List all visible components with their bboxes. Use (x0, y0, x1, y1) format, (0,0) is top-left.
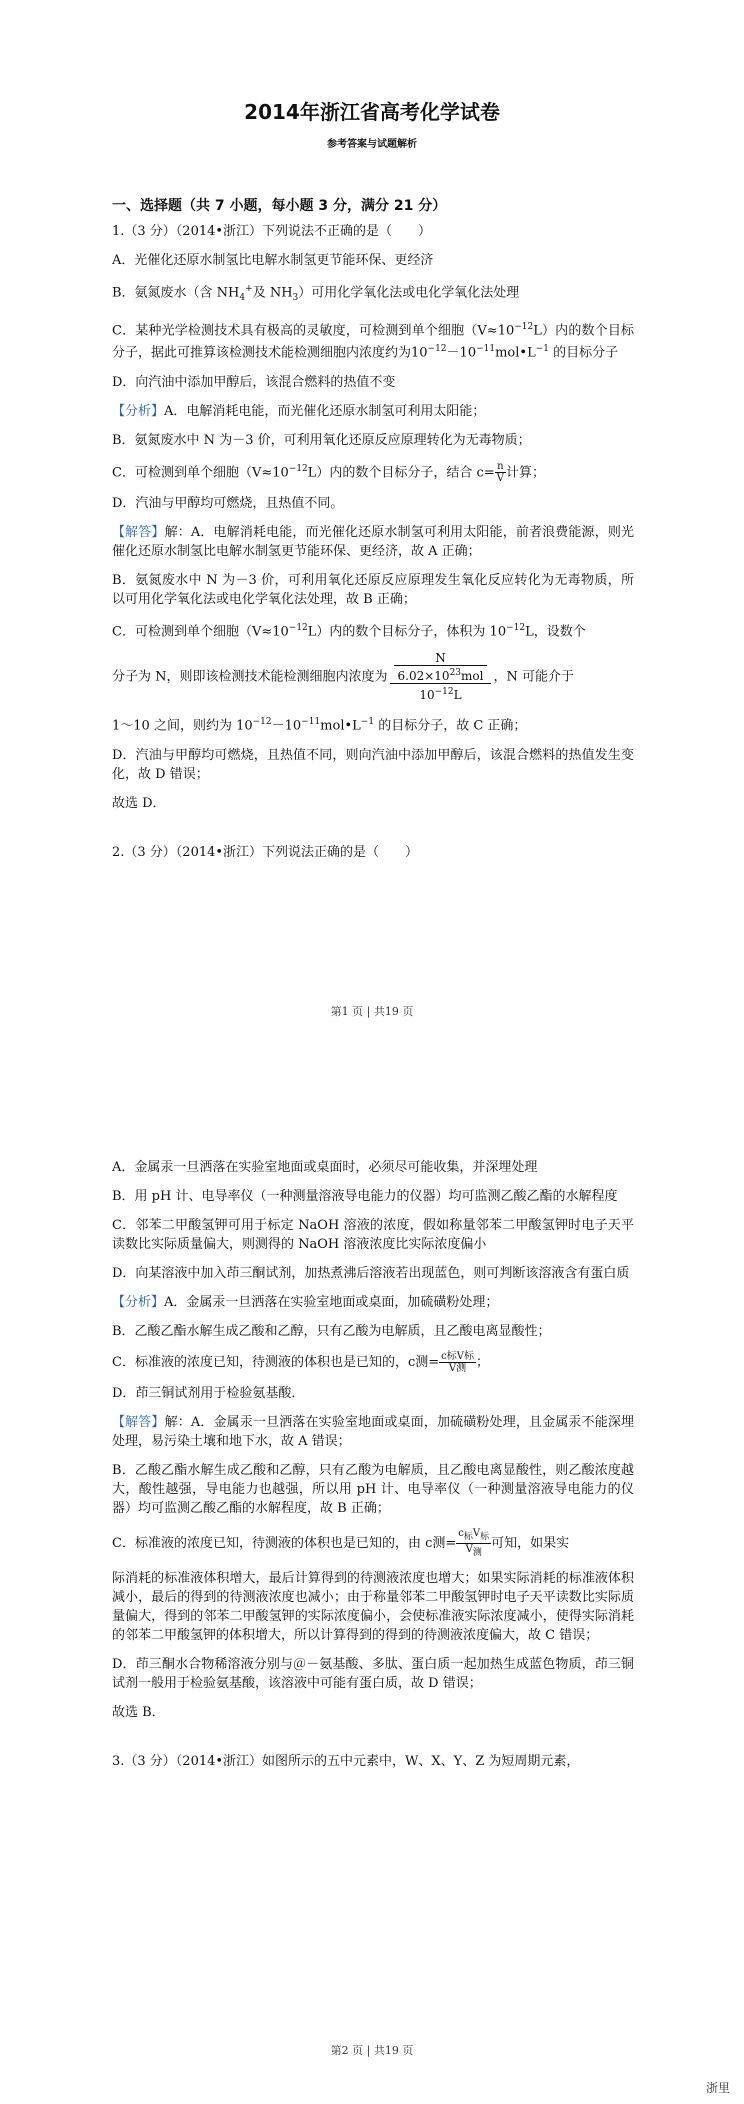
q2-analysis-c: C．标准液的浓度已知，待测液的体积也是已知的，c测= $\frac{\text{c标V标}}{\text{V测}}$ ； (112, 1351, 489, 1374)
q1-option-b: B．氨氮废水（含 $NH_4^+$及 $NH_3$）可用化学氧化法或电化学氧化法处理 (112, 284, 520, 303)
q2-option-a: A．金属汞一旦洒落在实验室地面或桌面时，必须尽可能收集，并深埋处理 (112, 1160, 538, 1175)
page-2 (0, 1040, 744, 2104)
page-2-footer: 第2 页 | 共19 页 (330, 2044, 414, 2057)
q2-analysis-d: D．茚三铜试剂用于检验氨基酸． (112, 1386, 305, 1401)
q2-option-c: C．邻苯二甲酸氢钾可用于标定 NaOH 溶液的浓度，假如称量邻苯二甲酸氢钾时电子天平读数比实际质量偏大，则测得的 NaOH 溶液浓度比实际浓度偏小 (112, 1218, 634, 1252)
q2-option-b: B．用 pH 计、电导率仪（一种测量溶液导电能力的仪器）均可监测乙酸乙酯的水解程度 (112, 1189, 618, 1204)
doc-title: 2014年浙江省高考化学试卷 (244, 100, 500, 124)
q2-answer-choice: 故选 B． (112, 1705, 165, 1720)
q2-answer-c1: C．标准液的浓度已知，待测液的体积也是已知的，由 c测= $\frac{c_标V_标}{V_测}$ 可知，如果实 (112, 1528, 570, 1558)
q1-answer-a: 【解答】解：A．电解消耗电能，而光催化还原水制氢可利用太阳能，前者浪费能源，则光催化还原水制氢比电解水制氢更节能环保、更经济，故 A 正确； (112, 524, 634, 559)
q1-stem: 1.（3 分）（2014•浙江）下列说法不正确的是（ ） (112, 224, 432, 239)
q2-analysis-b: B．乙酸乙酯水解生成乙酸和乙醇，只有乙酸为电解质，且乙酸电离显酸性； (112, 1324, 551, 1339)
q1-answer-d: D．汽油与甲醇均可燃烧，且热值不同，则向汽油中添加甲醇后，该混合燃料的热值发生变化，故 D 错误； (112, 747, 634, 782)
q1-answer-choice: 故选 D． (112, 795, 166, 811)
concentration-formula: $\frac{\frac{N}{6.02\times 10^{23}mol}}{10^{-12}L}$ (390, 651, 492, 703)
q1-option-c: C．某种光学检测技术具有极高的灵敏度，可检测到单个细胞$(V\approx 10^{-12}L)$内的数个目标分子，据此可推算该检测技术能检测细胞内浓度约为$10^{-12}-10^{-11}mol•L^{-1}$ 的目标分子 (112, 321, 634, 361)
q2-analysis-tag: 【分析】 (112, 1295, 165, 1310)
corner-watermark: 浙里 (705, 2081, 730, 2095)
q1-answer-c3: 1～10 之间，则约为 $10^{-12}-10^{-11}mol•L^{-1}$ 的目标分子，故 C 正确； (112, 717, 527, 734)
q2-stem: 2.（3 分）（2014•浙江）下列说法正确的是（ ） (112, 844, 419, 860)
q1-analysis-c: C．可检测到单个细胞$(V\approx 10^{-12}L)$内的数个目标分子，结合 c= $\frac{n}{V}$ 计算； (112, 460, 545, 484)
q2-analysis-a: 【分析】A．金属汞一旦洒落在实验室地面或桌面，加硫磺粉处理； (112, 1295, 499, 1310)
q1-answer-tag: 【解答】 (112, 524, 165, 540)
q2-answer-tag: 【解答】 (112, 1415, 165, 1430)
page-1 (0, 0, 744, 1040)
q2-option-d: D．向某溶液中加入茚三酮试剂，加热煮沸后溶液若出现蓝色，则可判断该溶液含有蛋白质 (112, 1266, 630, 1281)
q1-analysis-tag: 【分析】 (112, 403, 165, 419)
q1-option-a: A．光催化还原水制氢比电解水制氢更节能环保、更经济 (112, 253, 434, 268)
q2-answer-d: D．茚三酮水合物稀溶液分别与＠－氨基酸、多肽、蛋白质一起加热生成蓝色物质，茚三铜试剂一般用于检验氨基酸，该溶液中可能有蛋白质，故 D 错误； (112, 1657, 634, 1691)
q1-analysis-b: B．氨氮废水中 N 为－3 价，可利用氧化还原反应原理转化为无毒物质； (112, 432, 531, 448)
section-heading: 一、选择题（共 7 小题，每小题 3 分，满分 21 分） (112, 198, 447, 214)
question-1 (112, 222, 634, 872)
q1-answer-c1: C．可检测到单个细胞$(V\approx 10^{-12}L)$内的数个目标分子，体积为 $10^{-12}L$，设数个 (112, 622, 586, 640)
q1-answer-b: B．氨氮废水中 N 为－3 价，可利用氧化还原反应原理发生氧化反应转化为无毒物质，所以可用化学氧化法或电化学氧化法处理，故 B 正确； (112, 572, 634, 607)
q3-stem: 3.（3 分）（2014•浙江）如图所示的五中元素中，W、X、Y、Z 为短周期元素， (112, 1754, 580, 1769)
page-1-footer: 第1 页 | 共19 页 (330, 1005, 414, 1018)
doc-subtitle: 参考答案与试题解析 (327, 139, 417, 150)
q2-answer-c2: 际消耗的标准液体积增大，最后计算得到的待测液浓度也增大；如果实际消耗的标准液体积减小，最后的得到的待测液浓度也减小；由于称量邻苯二甲酸氢钾时电子天平读数比实际质量偏大，得到的邻苯二甲酸氢钾的实际浓度偏小，会使标准液实际浓度减小，使得实际消耗的邻苯二甲酸氢钾的体积增大，所以计算得到的得到的待测液浓度偏大，故 C 错误； (112, 1571, 634, 1643)
q1-analysis-a: 【分析】A．电解消耗电能，而光催化还原水制氢可利用太阳能； (112, 403, 486, 419)
q1-analysis-d: D．汽油与甲醇均可燃烧，且热值不同。 (112, 495, 344, 511)
question-2 (112, 1158, 634, 1781)
q1-answer-c2: 分子为 N，则即该检测技术能检测细胞内浓度为 $\frac{\frac{N}{6.02\times 10^{23}mol}}{10^{-12}L}$ ，N 可能介于 (112, 651, 574, 703)
q1-option-d: D．向汽油中添加甲醇后，该混合燃料的热值不变 (112, 374, 396, 390)
q2-answer-a: 【解答】解：A．金属汞一旦洒落在实验室地面或桌面，加硫磺粉处理，且金属汞不能深埋处理，易污染土壤和地下水，故 A 错误； (112, 1415, 634, 1449)
q2-answer-b: B．乙酸乙酯水解生成乙酸和乙醇，只有乙酸为电解质，且乙酸电离显酸性，则乙酸浓度越大，酸性越强，导电能力也越强，所以用 pH 计、电导率仪（一种测量溶液导电能力的仪器）均可监测乙酸乙酯的水解程度，故 B 正确； (112, 1463, 634, 1516)
